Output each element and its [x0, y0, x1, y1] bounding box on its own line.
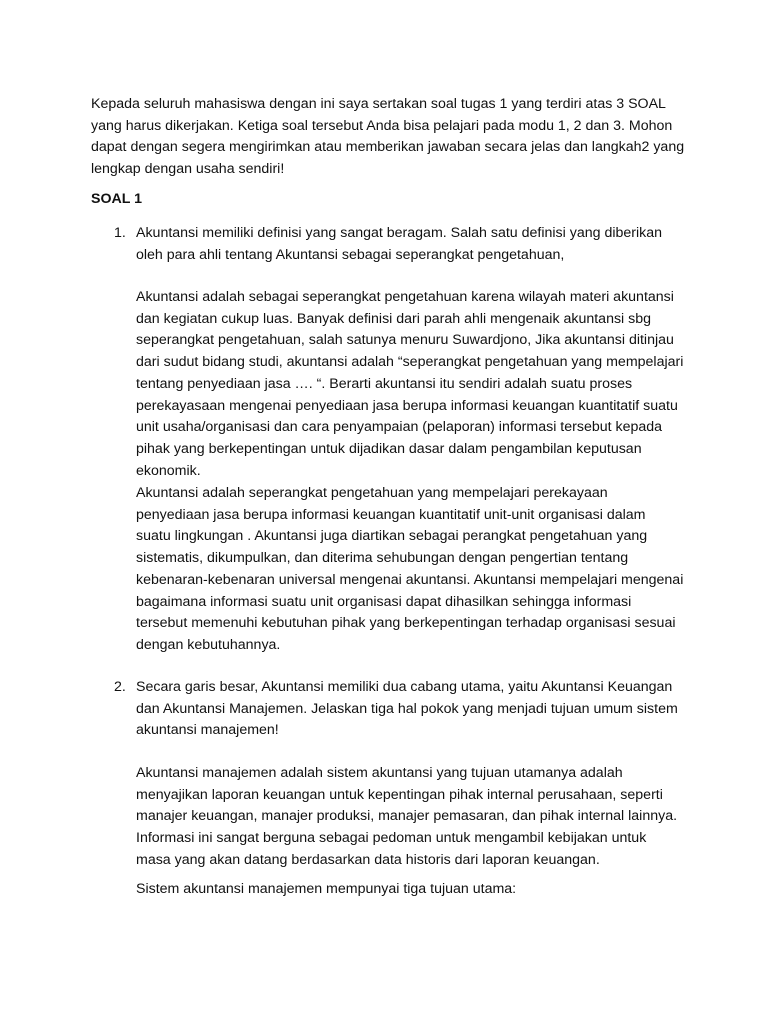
question-2 [114, 677, 684, 742]
section-heading: SOAL 1 [91, 191, 142, 207]
question-text: Akuntansi memiliki definisi yang sangat beragam. Salah satu definisi yang diberikan oleh para ahli tentang Akuntansi sebagai seperangkat pengetahuan, [136, 225, 663, 263]
question-number: 2. [114, 679, 126, 695]
answer-2-paragraph-1: Akuntansi manajemen adalah sistem akuntansi yang tujuan utamanya adalah menyajikan laporan keuangan untuk kepentingan pihak internal perusahaan, seperti manajer keuangan, manajer produksi, manajer pemasaran, dan pihak internal lainnya. Informasi ini sangat berguna sebagai pedoman untuk mengambil kebijakan untuk masa yang akan datang berdasarkan data historis dari laporan keuangan. [136, 765, 678, 868]
answer-1-paragraph-1: Akuntansi adalah sebagai seperangkat pengetahuan karena wilayah materi akuntansi dan kegiatan cukup luas. Banyak definisi dari parah ahli mengenaik akuntansi sbg seperangkat pengetahuan, salah satunya menuru Suwardjono, Jika akuntansi ditinjau dari sudut bidang studi, akuntansi adalah “seperangkat pengetahuan yang mempelajari tentang penyediaan jasa …. “. Berarti akuntansi itu sendiri adalah suatu proses perekayasaan mengenai penyediaan jasa berupa informasi keuangan kuantitatif suatu unit usaha/organisasi dan cara penyampaian (pelaporan) informasi tersebut kepada pihak yang berkepentingan untuk dijadikan dasar dalam pengambilan keputusan ekonomik. [136, 289, 684, 479]
intro-paragraph: Kepada seluruh mahasiswa dengan ini saya sertakan soal tugas 1 yang terdiri atas 3 SOAL yang harus dikerjakan. Ketiga soal tersebut Anda bisa pelajari pada modu 1, 2 dan 3. Mohon dapat dengan segera mengirimkan atau memberikan jawaban secara jelas dan langkah2 yang lengkap dengan usaha sendiri! [91, 96, 685, 178]
question-number: 1. [114, 225, 126, 241]
answer-1-paragraph-2: Akuntansi adalah seperangkat pengetahuan yang mempelajari perekayaan penyediaan jasa berupa informasi keuangan kuantitatif unit-unit organisasi dalam suatu lingkungan . Akuntansi juga diartikan sebagai perangkat pengetahuan yang sistematis, dikumpulkan, dan diterima sehubungan dengan pengertian tentang kebenaran-kebenaran universal mengenai akuntansi. Akuntansi mempelajari mengenai bagaimana informasi suatu unit organisasi dapat dihasilkan sehingga informasi tersebut memenuhi kebutuhan pihak yang berkepentingan terhadap organisasi sesuai dengan kebutuhannya. [136, 485, 684, 653]
question-1 [114, 223, 684, 266]
question-text: Secara garis besar, Akuntansi memiliki dua cabang utama, yaitu Akuntansi Keuangan dan Akuntansi Manajemen. Jelaskan tiga hal pokok yang menjadi tujuan umum sistem akuntansi manajemen! [136, 679, 678, 739]
answer-2-paragraph-2: Sistem akuntansi manajemen mempunyai tiga tujuan utama: [136, 881, 517, 897]
